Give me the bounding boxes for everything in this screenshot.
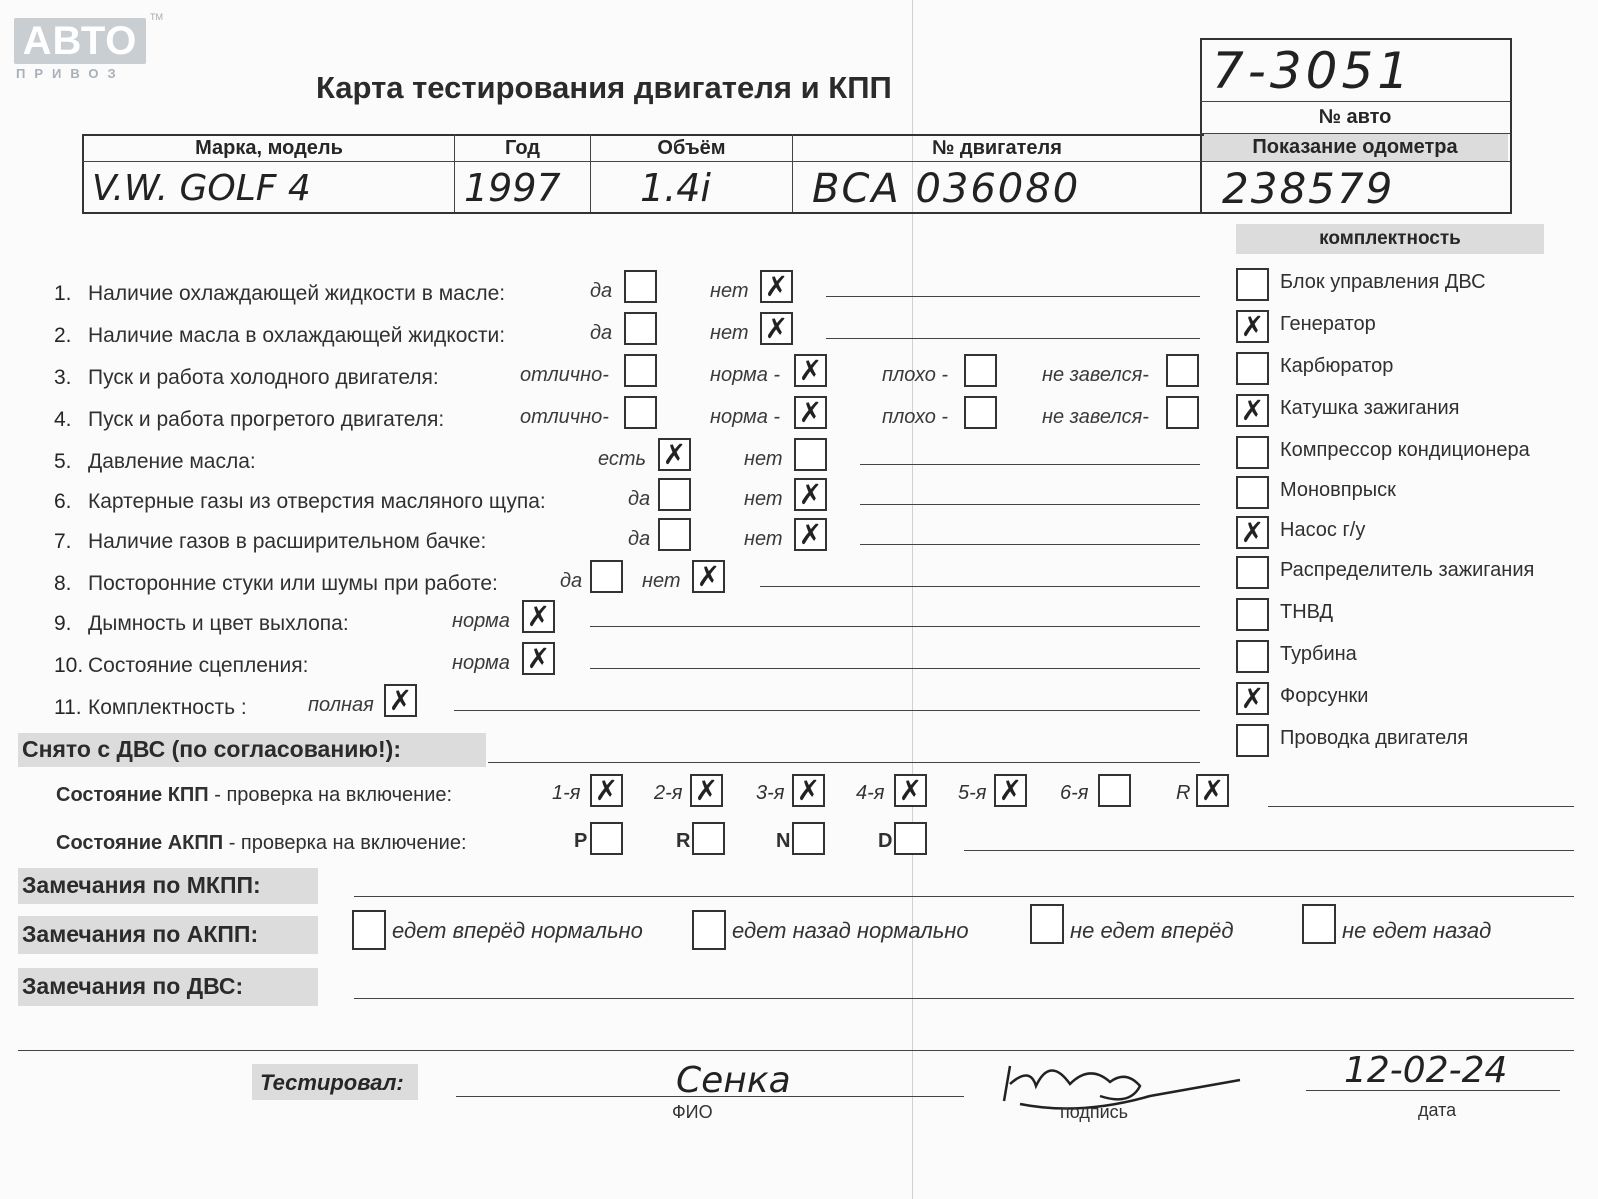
check-mark-icon: ✗ <box>662 438 687 471</box>
completeness-checkbox[interactable] <box>1236 516 1269 549</box>
make-label: Марка, модель <box>195 137 343 159</box>
gear-label: R <box>1176 782 1191 804</box>
checkbox-8-no[interactable] <box>692 560 725 593</box>
akpp-remark-label: едет вперёд нормально <box>392 918 643 943</box>
question-text: Пуск и работа прогретого двигателя: <box>88 408 445 431</box>
question-number: 6. <box>54 490 72 513</box>
check-mark-icon: ✗ <box>998 774 1023 807</box>
logo-tm: TM <box>150 12 163 22</box>
check-mark-icon: ✗ <box>796 774 821 807</box>
answer-line <box>860 544 1200 545</box>
gear-checkbox[interactable] <box>690 774 723 807</box>
checkbox-1-yes[interactable] <box>624 270 657 303</box>
option-label: да <box>590 280 613 302</box>
question-number: 8. <box>54 572 72 595</box>
checkbox-6-yes[interactable] <box>658 478 691 511</box>
option-label: отлично- <box>520 406 609 428</box>
check-mark-icon: ✗ <box>388 684 413 717</box>
question-text: Дымность и цвет выхлопа: <box>88 612 349 635</box>
checkbox-2-yes[interactable] <box>624 312 657 345</box>
completeness-checkbox[interactable] <box>1236 556 1269 589</box>
name-caption: ФИО <box>672 1102 713 1122</box>
answer-line <box>860 464 1200 465</box>
completeness-item-label: Блок управления ДВС <box>1280 271 1486 293</box>
kpp-label <box>56 784 452 807</box>
gear-label: 6-я <box>1060 782 1089 804</box>
check-mark-icon: ✗ <box>798 478 823 511</box>
checkbox-4-normal[interactable] <box>794 396 827 429</box>
completeness-checkbox[interactable] <box>1236 394 1269 427</box>
checkbox-3-bad[interactable] <box>964 354 997 387</box>
check-mark-icon: ✗ <box>764 270 789 303</box>
akpp-remark-checkbox[interactable] <box>1302 904 1336 944</box>
akpp-remark-checkbox[interactable] <box>352 910 386 950</box>
gear-checkbox[interactable] <box>1196 774 1229 807</box>
option-label: нет <box>744 528 783 550</box>
checkbox-11-full[interactable] <box>384 684 417 717</box>
check-mark-icon: ✗ <box>1240 682 1265 715</box>
make-value: V.W. GOLF 4 <box>92 168 311 209</box>
divider <box>1200 101 1510 102</box>
remarks-mkpp-line <box>354 896 1574 897</box>
option-label: нет <box>744 448 783 470</box>
separator-line <box>18 1050 1574 1051</box>
remarks-mkpp-label: Замечания по МКПП: <box>22 872 261 898</box>
completeness-item-label: Проводка двигателя <box>1280 727 1469 749</box>
option-label: норма <box>452 610 510 632</box>
kpp-line <box>1268 806 1574 807</box>
odometer-value: 238579 <box>1222 164 1395 213</box>
completeness-checkbox[interactable] <box>1236 724 1269 757</box>
option-label: не завелся- <box>1042 406 1149 428</box>
gear-label: 2-я <box>654 782 683 804</box>
checkbox-3-excellent[interactable] <box>624 354 657 387</box>
year-value: 1997 <box>464 166 561 210</box>
check-mark-icon: ✗ <box>526 600 551 633</box>
option-label: да <box>590 322 613 344</box>
akpp-line <box>964 850 1574 851</box>
answer-line <box>860 504 1200 505</box>
akpp-remark-checkbox[interactable] <box>1030 904 1064 944</box>
akpp-mode-checkbox[interactable] <box>590 822 623 855</box>
completeness-item-label: Турбина <box>1280 643 1357 665</box>
page-title: Карта тестирования двигателя и КПП <box>316 70 892 105</box>
akpp-mode-checkbox[interactable] <box>894 822 927 855</box>
question-number: 7. <box>54 530 72 553</box>
remarks-akpp-label: Замечания по АКПП: <box>22 921 259 947</box>
question-number: 10. <box>54 654 84 677</box>
question-text: Наличие газов в расширительном бачке: <box>88 530 487 553</box>
checkbox-9-normal[interactable] <box>522 600 555 633</box>
completeness-item-label: ТНВД <box>1280 601 1334 623</box>
option-label: есть <box>598 448 647 470</box>
checkbox-5-yes[interactable] <box>658 438 691 471</box>
check-mark-icon: ✗ <box>798 354 823 387</box>
auto-number-value: 7-3051 <box>1212 42 1414 100</box>
option-label: норма - <box>710 364 781 386</box>
checkbox-4-not-started[interactable] <box>1166 396 1199 429</box>
date-line <box>1306 1090 1560 1091</box>
tested-label: Тестировал: <box>260 1070 404 1095</box>
checkbox-3-not-started[interactable] <box>1166 354 1199 387</box>
logo: АВТО <box>14 18 146 64</box>
question-number: 4. <box>54 408 72 431</box>
akpp-remark-label: едет назад нормально <box>732 918 969 943</box>
answer-line <box>590 626 1200 627</box>
volume-label: Объём <box>657 137 726 159</box>
question-number: 5. <box>54 450 72 473</box>
question-number: 11. <box>54 696 82 719</box>
engine-label: № двигателя <box>932 137 1062 159</box>
question-text: Картерные газы из отверстия масляного щупа: <box>88 490 546 513</box>
option-label: да <box>628 488 651 510</box>
option-label: норма <box>452 652 510 674</box>
akpp-remark-checkbox[interactable] <box>692 910 726 950</box>
question-text: Давление масла: <box>88 450 256 473</box>
question-text: Состояние сцепления: <box>88 654 309 677</box>
option-label: норма - <box>710 406 781 428</box>
check-mark-icon: ✗ <box>798 396 823 429</box>
logo-subtitle: ПРИВОЗ <box>16 66 125 81</box>
completeness-checkbox[interactable] <box>1236 682 1269 715</box>
check-mark-icon: ✗ <box>898 774 923 807</box>
question-number: 3. <box>54 366 72 389</box>
gear-checkbox[interactable] <box>894 774 927 807</box>
signature-caption: подпись <box>1060 1102 1129 1122</box>
checkbox-6-no[interactable] <box>794 478 827 511</box>
check-mark-icon: ✗ <box>526 642 551 675</box>
check-mark-icon: ✗ <box>764 312 789 345</box>
gear-checkbox[interactable] <box>1098 774 1131 807</box>
akpp-mode-label: N <box>776 830 791 852</box>
akpp-remark-label: не едет вперёд <box>1070 918 1234 943</box>
check-mark-icon: ✗ <box>798 518 823 551</box>
remarks-dvs-line <box>354 998 1574 999</box>
checkbox-4-excellent[interactable] <box>624 396 657 429</box>
akpp-mode-checkbox[interactable] <box>792 822 825 855</box>
date-value: 12-02-24 <box>1344 1050 1508 1091</box>
completeness-item-label: Генератор <box>1280 313 1376 335</box>
akpp-mode-label: P <box>574 830 588 852</box>
question-text: Наличие масла в охлаждающей жидкости: <box>88 324 506 347</box>
checkbox-3-normal[interactable] <box>794 354 827 387</box>
option-label: отлично- <box>520 364 609 386</box>
gear-label: 3-я <box>756 782 785 804</box>
kpp-label-bold: Состояние КПП <box>56 784 209 806</box>
akpp-mode-checkbox[interactable] <box>692 822 725 855</box>
question-number: 2. <box>54 324 72 347</box>
question-number: 9. <box>54 612 72 635</box>
completeness-item-label: Насос г/у <box>1280 519 1366 541</box>
option-label: нет <box>710 322 749 344</box>
check-mark-icon: ✗ <box>1240 310 1265 343</box>
completeness-item-label: Распределитель зажигания <box>1280 559 1535 581</box>
tested-name: Сенка <box>676 1060 791 1101</box>
check-mark-icon: ✗ <box>1240 394 1265 427</box>
check-mark-icon: ✗ <box>1240 516 1265 549</box>
divider <box>1200 133 1510 134</box>
kpp-label-rest: - проверка на включение: <box>208 784 453 806</box>
check-mark-icon: ✗ <box>696 560 721 593</box>
akpp-remark-label: не едет назад <box>1342 918 1492 943</box>
remarks-dvs-label: Замечания по ДВС: <box>22 973 244 999</box>
removed-line <box>488 762 1200 763</box>
completeness-checkbox[interactable] <box>1236 352 1269 385</box>
answer-line <box>826 338 1200 339</box>
gear-checkbox[interactable] <box>792 774 825 807</box>
completeness-title: комплектность <box>1319 228 1461 249</box>
option-label: да <box>628 528 651 550</box>
checkbox-5-no[interactable] <box>794 438 827 471</box>
option-label: полная <box>308 694 374 716</box>
check-mark-icon: ✗ <box>1200 774 1225 807</box>
gear-checkbox[interactable] <box>994 774 1027 807</box>
completeness-item-label: Моновпрыск <box>1280 479 1396 501</box>
completeness-item-label: Форсунки <box>1280 685 1369 707</box>
name-line <box>456 1096 964 1097</box>
gear-label: 5-я <box>958 782 987 804</box>
completeness-checkbox[interactable] <box>1236 268 1269 301</box>
gear-checkbox[interactable] <box>590 774 623 807</box>
removed-label: Снято с ДВС (по согласованию!): <box>22 736 401 762</box>
option-label: плохо - <box>882 364 949 386</box>
volume-value: 1.4i <box>640 166 711 210</box>
akpp-mode-label: D <box>878 830 893 852</box>
checkbox-10-normal[interactable] <box>522 642 555 675</box>
check-mark-icon: ✗ <box>694 774 719 807</box>
engine-value: BCA 036080 <box>812 166 1081 212</box>
checkbox-4-bad[interactable] <box>964 396 997 429</box>
completeness-checkbox[interactable] <box>1236 310 1269 343</box>
answer-line <box>590 668 1200 669</box>
odometer-label: Показание одометра <box>1252 136 1458 158</box>
date-caption: дата <box>1418 1100 1457 1120</box>
question-text: Комплектность : <box>88 696 247 719</box>
option-label: нет <box>744 488 783 510</box>
answer-line <box>760 586 1200 587</box>
completeness-checkbox[interactable] <box>1236 476 1269 509</box>
question-text: Пуск и работа холодного двигателя: <box>88 366 439 389</box>
answer-line <box>454 710 1200 711</box>
year-label: Год <box>505 137 540 159</box>
question-number: 1. <box>54 282 72 305</box>
completeness-checkbox[interactable] <box>1236 436 1269 469</box>
auto-number-label: № авто <box>1318 106 1392 128</box>
divider <box>82 161 1510 162</box>
checkbox-7-yes[interactable] <box>658 518 691 551</box>
akpp-label-bold: Состояние АКПП <box>56 832 224 854</box>
option-label: нет <box>642 570 681 592</box>
option-label: не завелся- <box>1042 364 1149 386</box>
option-label: нет <box>710 280 749 302</box>
question-text: Наличие охлаждающей жидкости в масле: <box>88 282 506 305</box>
completeness-checkbox[interactable] <box>1236 640 1269 673</box>
question-text: Посторонние стуки или шумы при работе: <box>88 572 498 595</box>
completeness-item-label: Компрессор кондиционера <box>1280 439 1530 461</box>
akpp-mode-label: R <box>676 830 691 852</box>
akpp-label <box>56 832 467 855</box>
gear-label: 4-я <box>856 782 885 804</box>
option-label: да <box>560 570 583 592</box>
checkbox-1-no[interactable] <box>760 270 793 303</box>
completeness-item-label: Катушка зажигания <box>1280 397 1460 419</box>
checkbox-7-no[interactable] <box>794 518 827 551</box>
gear-label: 1-я <box>552 782 581 804</box>
completeness-item-label: Карбюратор <box>1280 355 1394 377</box>
akpp-label-rest: - проверка на включение: <box>223 832 467 854</box>
checkbox-8-yes[interactable] <box>590 560 623 593</box>
option-label: плохо - <box>882 406 949 428</box>
checkbox-2-no[interactable] <box>760 312 793 345</box>
completeness-checkbox[interactable] <box>1236 598 1269 631</box>
check-mark-icon: ✗ <box>594 774 619 807</box>
answer-line <box>826 296 1200 297</box>
